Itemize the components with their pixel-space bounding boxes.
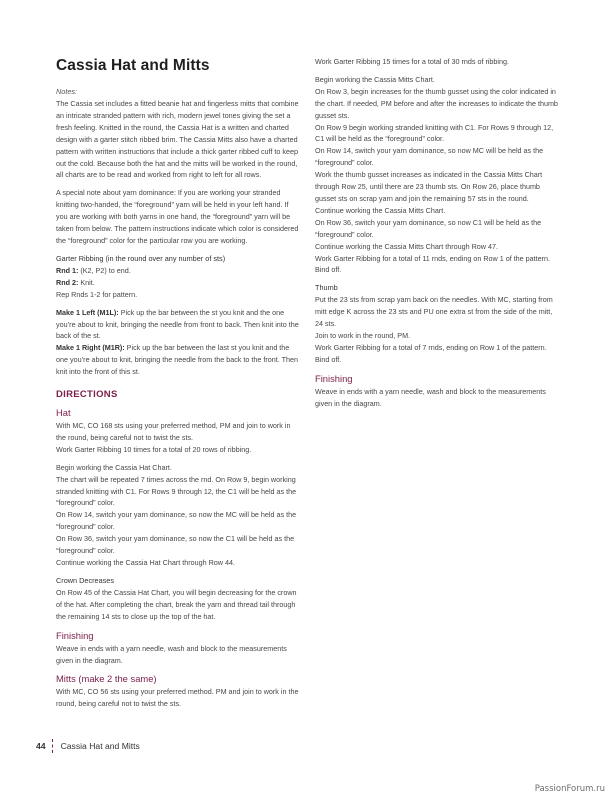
thumb-line: Join to work in the round, PM. (315, 331, 411, 341)
garter-rnd1-text: (K2, P2) to end. (78, 265, 131, 275)
mitts-chart-line: Work the thumb gusset increases as indicated in the Cassia Mitts Chart through Row 25, until there are 23 thumb sts. On Row 26, place thumb gusset sts on scrap yarn and join the remaining 57 sts in the round. Continue working the Cassia Mitts Chart. (315, 170, 543, 215)
thumb-block (315, 282, 559, 365)
crown-heading: Crown Decreases (56, 575, 114, 585)
mitts-heading: Mitts (make 2 the same) (56, 673, 157, 685)
mitts-chart-line: On Row 9 begin working stranded knitting with C1. For Rows 9 through 12, C1 will be held as the “foreground” color. (315, 122, 554, 144)
hat-chart-line: Begin working the Cassia Hat Chart. (56, 462, 172, 472)
thumb-line: Bind off. (315, 354, 342, 364)
hat-chart-instructions (56, 462, 300, 569)
hat-ribbing-text: Work Garter Ribbing 10 times for a total of 20 rows of ribbing. (56, 444, 252, 454)
garter-rnd2-label: Rnd 2: (56, 277, 79, 287)
hat-heading: Hat (56, 407, 71, 419)
watermark: PassionForum.ru (534, 784, 605, 794)
mitts-chart-line: On Row 36, switch your yarn dominance, so now C1 will be held as the “foreground” color. (315, 217, 542, 239)
m1r-text: Pick up the bar between the last st you knit and the one you’re about to knit, bringing the needle from the back to the front. Then knit into the front of this st. (56, 343, 299, 377)
crown-text: On Row 45 of the Cassia Hat Chart, you will begin decreasing for the crown of the hat. After completing the chart, break the yarn and thread tail through the remaining 14 sts to close up the top of the hat. (56, 587, 297, 621)
intro-paragraph-1: The Cassia set includes a fitted beanie hat and fingerless mitts that combine an intricate stranded pattern with rich, modern jewel tones giving the set a fresh feeling. Knitted in the round, the Cassia Hat is a written and charted design with a garter stitch ribbed brim. The Cassia Mitts also have a charted pattern with written instructions that include a thick garter ribbed cuff to keep out the cold. Because both the hat and the mitts will be worked in the round, all charts are to be read and worked from right to left for all rows. (56, 99, 299, 180)
page-footer (36, 738, 140, 754)
page-number: 44 (36, 741, 46, 751)
mitts-ribbing-text: Work Garter Ribbing 15 times for a total of 30 rnds of ribbing. (315, 57, 510, 66)
thumb-line: Put the 23 sts from scrap yarn back on the needles. With MC, starting from mitt edge K across the 23 sts and PU one extra st from the side of the mitt, 24 sts. (315, 295, 553, 329)
garter-rnd2-text: Knit. (78, 277, 95, 287)
garter-rnd1-label: Rnd 1: (56, 265, 79, 275)
garter-heading: Garter Ribbing (in the round over any number of sts) (56, 253, 226, 263)
right-column (315, 56, 559, 410)
mitts-finishing-text: Weave in ends with a yarn needle, wash and block to the measurements given in the diagram. (315, 386, 546, 408)
hat-cast-on-text: With MC, CO 168 sts using your preferred method, PM and join to work in the round, being careful not to twist the sts. (56, 421, 291, 442)
mitts-chart-line: On Row 3, begin increases for the thumb gusset using the color indicated in the chart. If needed, PM before and after the increases to indicate the thumb gusset sts. (315, 86, 558, 120)
mitts-chart-instructions (315, 74, 559, 276)
footer-divider (52, 739, 54, 753)
m1r-definition (56, 342, 300, 378)
garter-rnd2 (56, 277, 300, 289)
mitts-ribbing-block (315, 56, 559, 68)
m1l-definition (56, 307, 300, 343)
directions-heading: DIRECTIONS (56, 389, 118, 401)
garter-rnd1 (56, 265, 300, 277)
mitts-chart-line: On Row 14, switch your yarn dominance, so now MC will be held as the “foreground” color. (315, 146, 544, 168)
mitts-chart-line: Begin working the Cassia Mitts Chart. (315, 74, 435, 84)
mitts-finishing-heading: Finishing (315, 372, 353, 384)
hat-finishing-heading: Finishing (56, 629, 94, 641)
increase-definitions (56, 307, 300, 378)
intro-paragraph-2: A special note about yarn dominance: If you are working your stranded knitting two-handed, the “foreground” yarn will be held in your left hand. If you are working with both yarns in one hand, the “foreground” yarn will be taken from below. The pattern instructions indicate which color is considered the “foreground” color for the particular row you are working. (56, 188, 299, 245)
m1l-text: Pick up the bar between the st you knit and the one you’re about to knit, bringing the needle from front to back. Then knit into the back of the st. (56, 307, 299, 341)
garter-rep: Rep Rnds 1-2 for pattern. (56, 289, 138, 299)
thumb-line: Work Garter Ribbing for a total of 7 rnds, ending on Row 1 of the pattern. (315, 342, 547, 352)
thumb-heading: Thumb (315, 283, 338, 293)
running-title: Cassia Hat and Mitts (60, 741, 140, 751)
hat-chart-line: The chart will be repeated 7 times across the rnd. On Row 9, begin working stranded knitting with C1. For Rows 9 through 12, the C1 will be held as the “foreground” color. (56, 474, 297, 508)
mitts-finishing-block (315, 386, 559, 410)
mitts-cast-on-text: With MC, CO 56 sts using your preferred method. PM and join to work in the round, being careful not to twist the sts. (56, 687, 299, 709)
mitts-chart-line: Bind off. (315, 265, 342, 275)
hat-finishing-block (56, 643, 300, 667)
garter-ribbing-block (56, 253, 300, 301)
hat-chart-line: On Row 36, switch your yarn dominance, so now the C1 will be held as the “foreground” color. (56, 534, 295, 556)
page-title: Cassia Hat and Mitts (56, 57, 210, 74)
left-column (56, 56, 300, 710)
notes-label: Notes: (56, 87, 78, 96)
hat-cast-on (56, 420, 300, 456)
mitts-chart-line: Work Garter Ribbing for a total of 11 rnds, ending on Row 1 of the pattern. (315, 253, 551, 263)
hat-chart-line: Continue working the Cassia Hat Chart through Row 44. (56, 558, 235, 567)
hat-finishing-text: Weave in ends with a yarn needle, wash and block to the measurements given in the diagram. (56, 643, 287, 665)
m1l-label: Make 1 Left (M1L): (56, 307, 119, 317)
mitts-chart-line: Continue working the Cassia Mitts Chart through Row 47. (315, 241, 498, 251)
mitts-cast-on (56, 686, 300, 710)
hat-chart-line: On Row 14, switch your yarn dominance, so now the MC will be held as the “foreground” color. (56, 510, 297, 532)
m1r-label: Make 1 Right (M1R): (56, 343, 125, 353)
crown-decreases-block (56, 575, 300, 623)
